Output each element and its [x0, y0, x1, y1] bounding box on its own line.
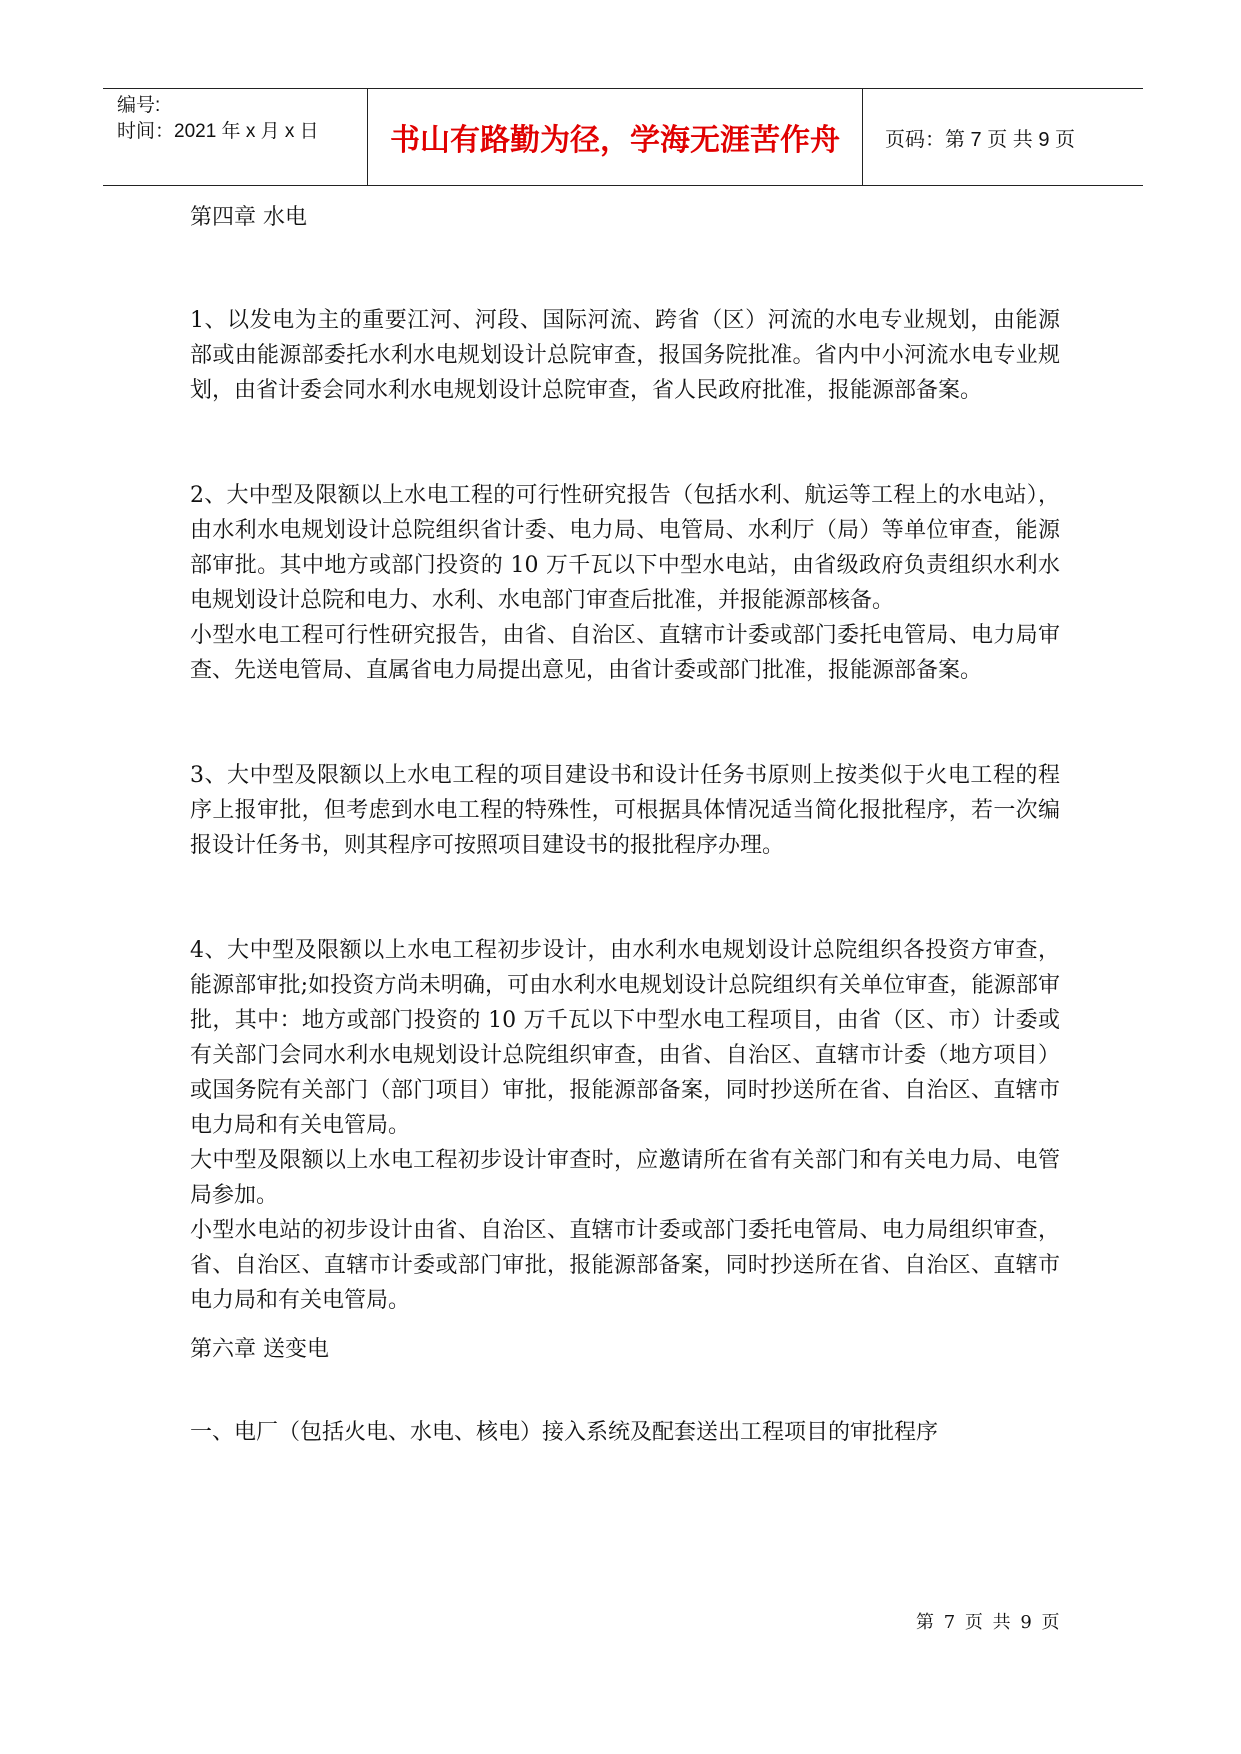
document-body: [190, 200, 1060, 1450]
paragraph: 4、大中型及限额以上水电工程初步设计，由水利水电规划设计总院组织各投资方审查，能源部审批;如投资方尚未明确，可由水利水电规划设计总院组织有关单位审查，能源部审批，其中：地方或部门投资的 10 万千瓦以下中型水电工程项目，由省（区、市）计委或有关部门会同水利水电规划设计总院组织审查，由省、自治区、直辖市计委（地方项目）或国务院有关部门（部门项目）审批，报能源部备案，同时抄送所在省、自治区、直辖市电力局和有关电管局。: [190, 938, 1060, 1138]
paragraph: 3、大中型及限额以上水电工程的项目建设书和设计任务书原则上按类似于火电工程的程序上报审批，但考虑到水电工程的特殊性，可根据具体情况适当简化报批程序，若一次编报设计任务书，则其程序可按照项目建设书的报批程序办理。: [190, 763, 1060, 858]
page-footer: 第 7 页 共 9 页: [916, 1612, 1062, 1633]
header-divider: [862, 89, 863, 185]
header-motto: 书山有路勤为径，学海无涯苦作舟: [390, 123, 840, 158]
document-header: [103, 88, 1143, 186]
paragraph: 1、以发电为主的重要江河、河段、国际河流、跨省（区）河流的水电专业规划，由能源部或由能源部委托水利水电规划设计总院审查，报国务院批准。省内中小河流水电专业规划，由省计委会同水利水电规划设计总院审查，省人民政府批准，报能源部备案。: [190, 308, 1060, 403]
paragraph: 一、电厂（包括火电、水电、核电）接入系统及配套送出工程项目的审批程序: [190, 1420, 939, 1445]
paragraph: 小型水电站的初步设计由省、自治区、直辖市计委或部门委托电管局、电力局组织审查，省、自治区、直辖市计委或部门审批，报能源部备案，同时抄送所在省、自治区、直辖市电力局和有关电管局。: [190, 1218, 1060, 1313]
time-label: 时间：2021 年 x 月 x 日: [117, 121, 319, 142]
header-page-label: 页码：第 7 页 共 9 页: [885, 128, 1076, 151]
chapter-4-title: 第四章 水电: [190, 205, 307, 230]
header-meta: [117, 93, 319, 145]
paragraph: 大中型及限额以上水电工程初步设计审查时，应邀请所在省有关部门和有关电力局、电管局参加。: [190, 1148, 1060, 1208]
paragraph: 小型水电工程可行性研究报告，由省、自治区、直辖市计委或部门委托电管局、电力局审查、先送电管局、直属省电力局提出意见，由省计委或部门批准，报能源部备案。: [190, 623, 1060, 683]
paragraph: 2、大中型及限额以上水电工程的可行性研究报告（包括水利、航运等工程上的水电站），由水利水电规划设计总院组织省计委、电力局、电管局、水利厅（局）等单位审查，能源部审批。其中地方或部门投资的 10 万千瓦以下中型水电站，由省级政府负责组织水利水电规划设计总院和电力、水利、水电部门审查后批准，并报能源部核备。: [190, 483, 1060, 613]
number-label: 编号:: [117, 95, 161, 116]
chapter-6-title: 第六章 送变电: [190, 1337, 329, 1362]
